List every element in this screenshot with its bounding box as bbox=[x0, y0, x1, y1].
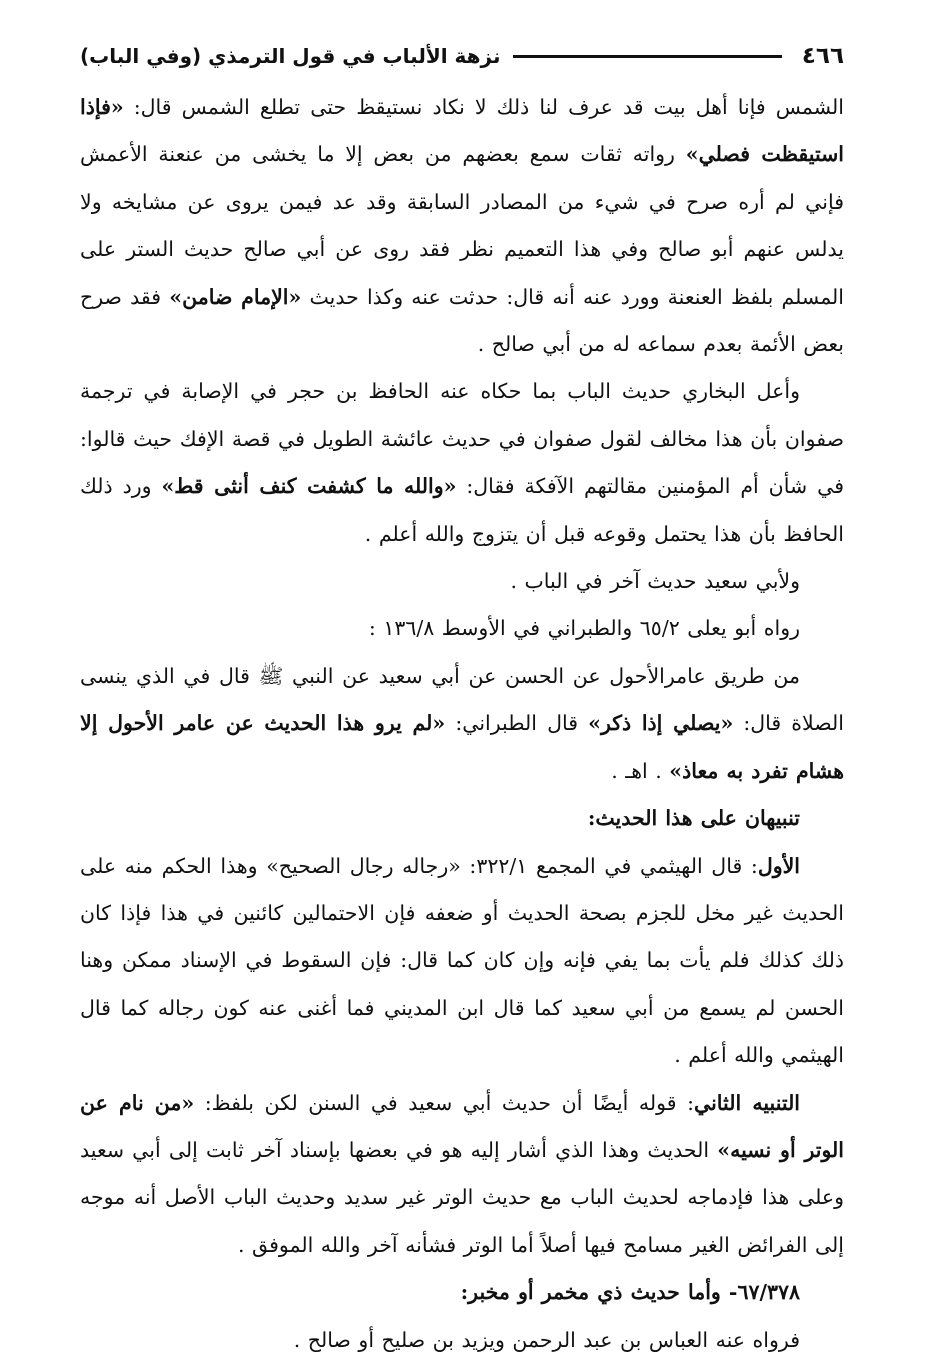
book-page bbox=[80, 34, 844, 1352]
header-rule bbox=[513, 55, 782, 58]
text-run: فقد صرح بعض الأئمة بعدم سماعه له من أبي صالح . bbox=[80, 284, 844, 357]
text-run: . اهـ . bbox=[611, 758, 670, 783]
paragraph bbox=[80, 1080, 844, 1270]
text-run: تنبيهان على هذا الحديث: bbox=[587, 806, 800, 831]
paragraph bbox=[80, 843, 844, 1080]
page-header bbox=[80, 34, 844, 78]
text-run: قال الطبراني: bbox=[445, 711, 589, 736]
text-run: ٦٧/٣٧٨- وأما حديث ذي مخمر أو مخبر: bbox=[460, 1280, 800, 1305]
quoted-text: «الإمام ضامن» bbox=[169, 284, 302, 309]
running-title: نزهة الألباب في قول الترمذي (وفي الباب) bbox=[80, 44, 501, 68]
text-run: ورد ذلك الحافظ بأن هذا يحتمل وقوعه قبل أن يتزوج والله أعلم . bbox=[80, 474, 844, 546]
text-run: رواه أبو يعلى ٦٥/٢ والطبراني في الأوسط ١٣٦/٨ : bbox=[368, 616, 800, 641]
text-run: ولأبي سعيد حديث آخر في الباب . bbox=[510, 569, 800, 594]
quoted-text: «يصلي إذا ذكر» bbox=[588, 711, 734, 736]
paragraph bbox=[80, 558, 844, 605]
page-body bbox=[80, 84, 844, 1364]
quoted-text: الأول bbox=[757, 853, 800, 878]
text-run: وأعل البخاري حديث الباب بما حكاه عنه الحافظ بن حجر في الإصابة في ترجمة صفوان بأن هذا مخالف لقول صفوان في حديث عائشة الطويل في قصة الإفك حيث قالوا: في شأن أم المؤمنين مقالتهم الآفكة فقال: bbox=[80, 379, 844, 499]
text-run: رواته ثقات سمع بعضهم من بعض إلا ما يخشى من عنعنة الأعمش فإني لم أره صرح في شيء من المصادر السابقة وقد عد فيمن يروى عن مشايخه ولا يدلس عنهم أبو صالح وفي هذا التعميم نظر فقد روى عن أبي صالح حديث الستر على المسلم بلفظ العنعنة وورد عنه أنه قال: حدثت عنه وكذا حديث bbox=[80, 142, 844, 309]
text-run: : قال الهيثمي في المجمع ٣٢٢/١: «رجاله رجال الصحيح» وهذا الحكم منه على الحديث غير مخل للجزم بصحة الحديث أو ضعفه فإن الاحتمالين كائنين في هذا فإذا كان ذلك كذلك فلم يأت بما يفي فإنه وإن كان كما قال: فإن السقوط في الإسناد ممكن وهنا الحسن لم يسمع من أبي سعيد كما قال ابن المديني فما أغنى عنه كون رجاله كما قال الهيثمي والله أعلم . bbox=[80, 853, 844, 1068]
quoted-text: «من نام عن الوتر أو نسيه» bbox=[80, 1090, 844, 1162]
quoted-text: «فإذا استيقظت فصلي» bbox=[80, 95, 844, 167]
text-run: فرواه عنه العباس بن عبد الرحمن ويزيد بن صليح أو صالح . bbox=[293, 1327, 800, 1352]
text-run: الحديث وهذا الذي أشار إليه هو في بعضها بإسناد آخر ثابت إلى أبي سعيد وعلى هذا فإدماجه لحديث الباب مع حديث الوتر غير سديد وحديث الباب الأصل أنه موجه إلى الفرائض الغير مسامح فيها أصلاً أما الوتر فشأنه آخر والله الموفق . bbox=[80, 1137, 844, 1257]
quoted-text: التنبيه الثاني bbox=[694, 1090, 801, 1115]
quoted-text: «والله ما كشفت كنف أنثى قط» bbox=[161, 474, 457, 499]
paragraph bbox=[80, 368, 844, 558]
quoted-text: «لم يرو هذا الحديث عن عامر الأحول إلا هشام تفرد به معاذ» bbox=[80, 711, 844, 783]
paragraph bbox=[80, 605, 844, 652]
text-run: : قوله أيضًا أن حديث أبي سعيد في السنن لكن بلفظ: bbox=[194, 1090, 694, 1115]
page-number: ٤٦٦ bbox=[801, 43, 844, 69]
text-run: الشمس فإنا أهل بيت قد عرف لنا ذلك لا نكاد نستيقظ حتى تطلع الشمس قال: bbox=[123, 95, 844, 119]
paragraph bbox=[80, 653, 844, 795]
paragraph bbox=[80, 1317, 844, 1364]
section-heading bbox=[80, 795, 844, 842]
text-run: من طريق عامرالأحول عن الحسن عن أبي سعيد عن النبي ﷺ قال في الذي ينسى الصلاة قال: bbox=[80, 663, 844, 736]
section-heading bbox=[80, 1269, 844, 1316]
paragraph bbox=[80, 84, 844, 368]
